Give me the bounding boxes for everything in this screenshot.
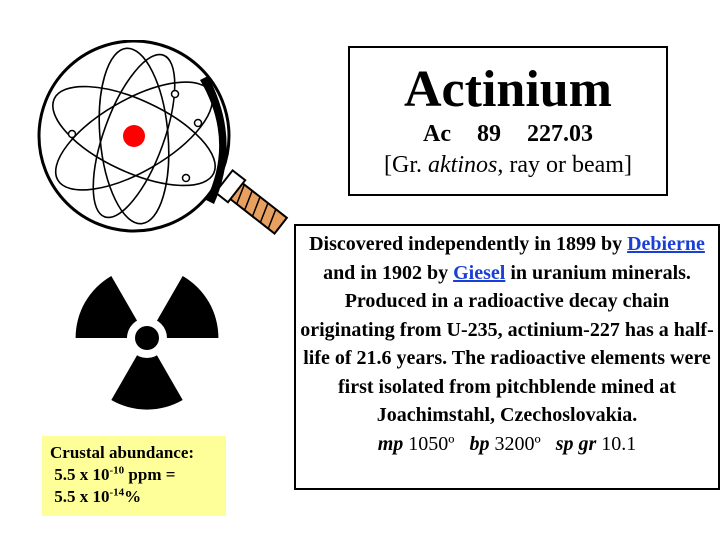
- radiation-symbol-icon: [72, 272, 222, 412]
- mp-label: mp: [377, 432, 404, 455]
- crustal-abundance-box: [42, 436, 226, 516]
- sg-value: 10.1: [601, 432, 637, 455]
- link-debierne[interactable]: Debierne: [627, 233, 705, 255]
- atom-magnifier-icon: [30, 40, 300, 250]
- bp-value: 3200º: [494, 432, 541, 455]
- physical-properties: [300, 430, 714, 459]
- element-header: [348, 46, 668, 196]
- abundance-ppm: 5.5 x $10^{-10}$ ppm =: [54, 464, 176, 484]
- element-symbol: Ac: [423, 121, 451, 147]
- abundance-label: Crustal abundance:: [50, 443, 195, 462]
- element-symbol-line: [350, 120, 666, 148]
- nucleus: [123, 125, 145, 147]
- etymology: [Gr. aktinos, ray or beam]: [384, 152, 632, 178]
- description-box: Discovered independently in 1899 by Debierne and in 1902 by Giesel in uranium minerals. Produced in a radioactive decay chain originating from U-235, actinium-227 has a half-life of 21.6 years. The radioactive elements were first isolated from pitchblende mined at Joachimstahl, Czechoslovakia. mp 1050º bp 3200º sp gr 10.1: [294, 224, 720, 490]
- atomic-mass: 227.03: [526, 121, 593, 147]
- mp-value: 1050º: [408, 432, 455, 455]
- link-giesel[interactable]: Giesel: [453, 261, 506, 284]
- sg-label: sp gr: [555, 432, 597, 455]
- atomic-number: 89: [476, 121, 501, 147]
- bp-label: bp: [469, 432, 490, 455]
- etymology-word: aktinos: [428, 152, 498, 178]
- element-name: Actinium: [404, 61, 612, 118]
- abundance-percent: 5.5 x $10^{-14}\%$: [54, 486, 142, 506]
